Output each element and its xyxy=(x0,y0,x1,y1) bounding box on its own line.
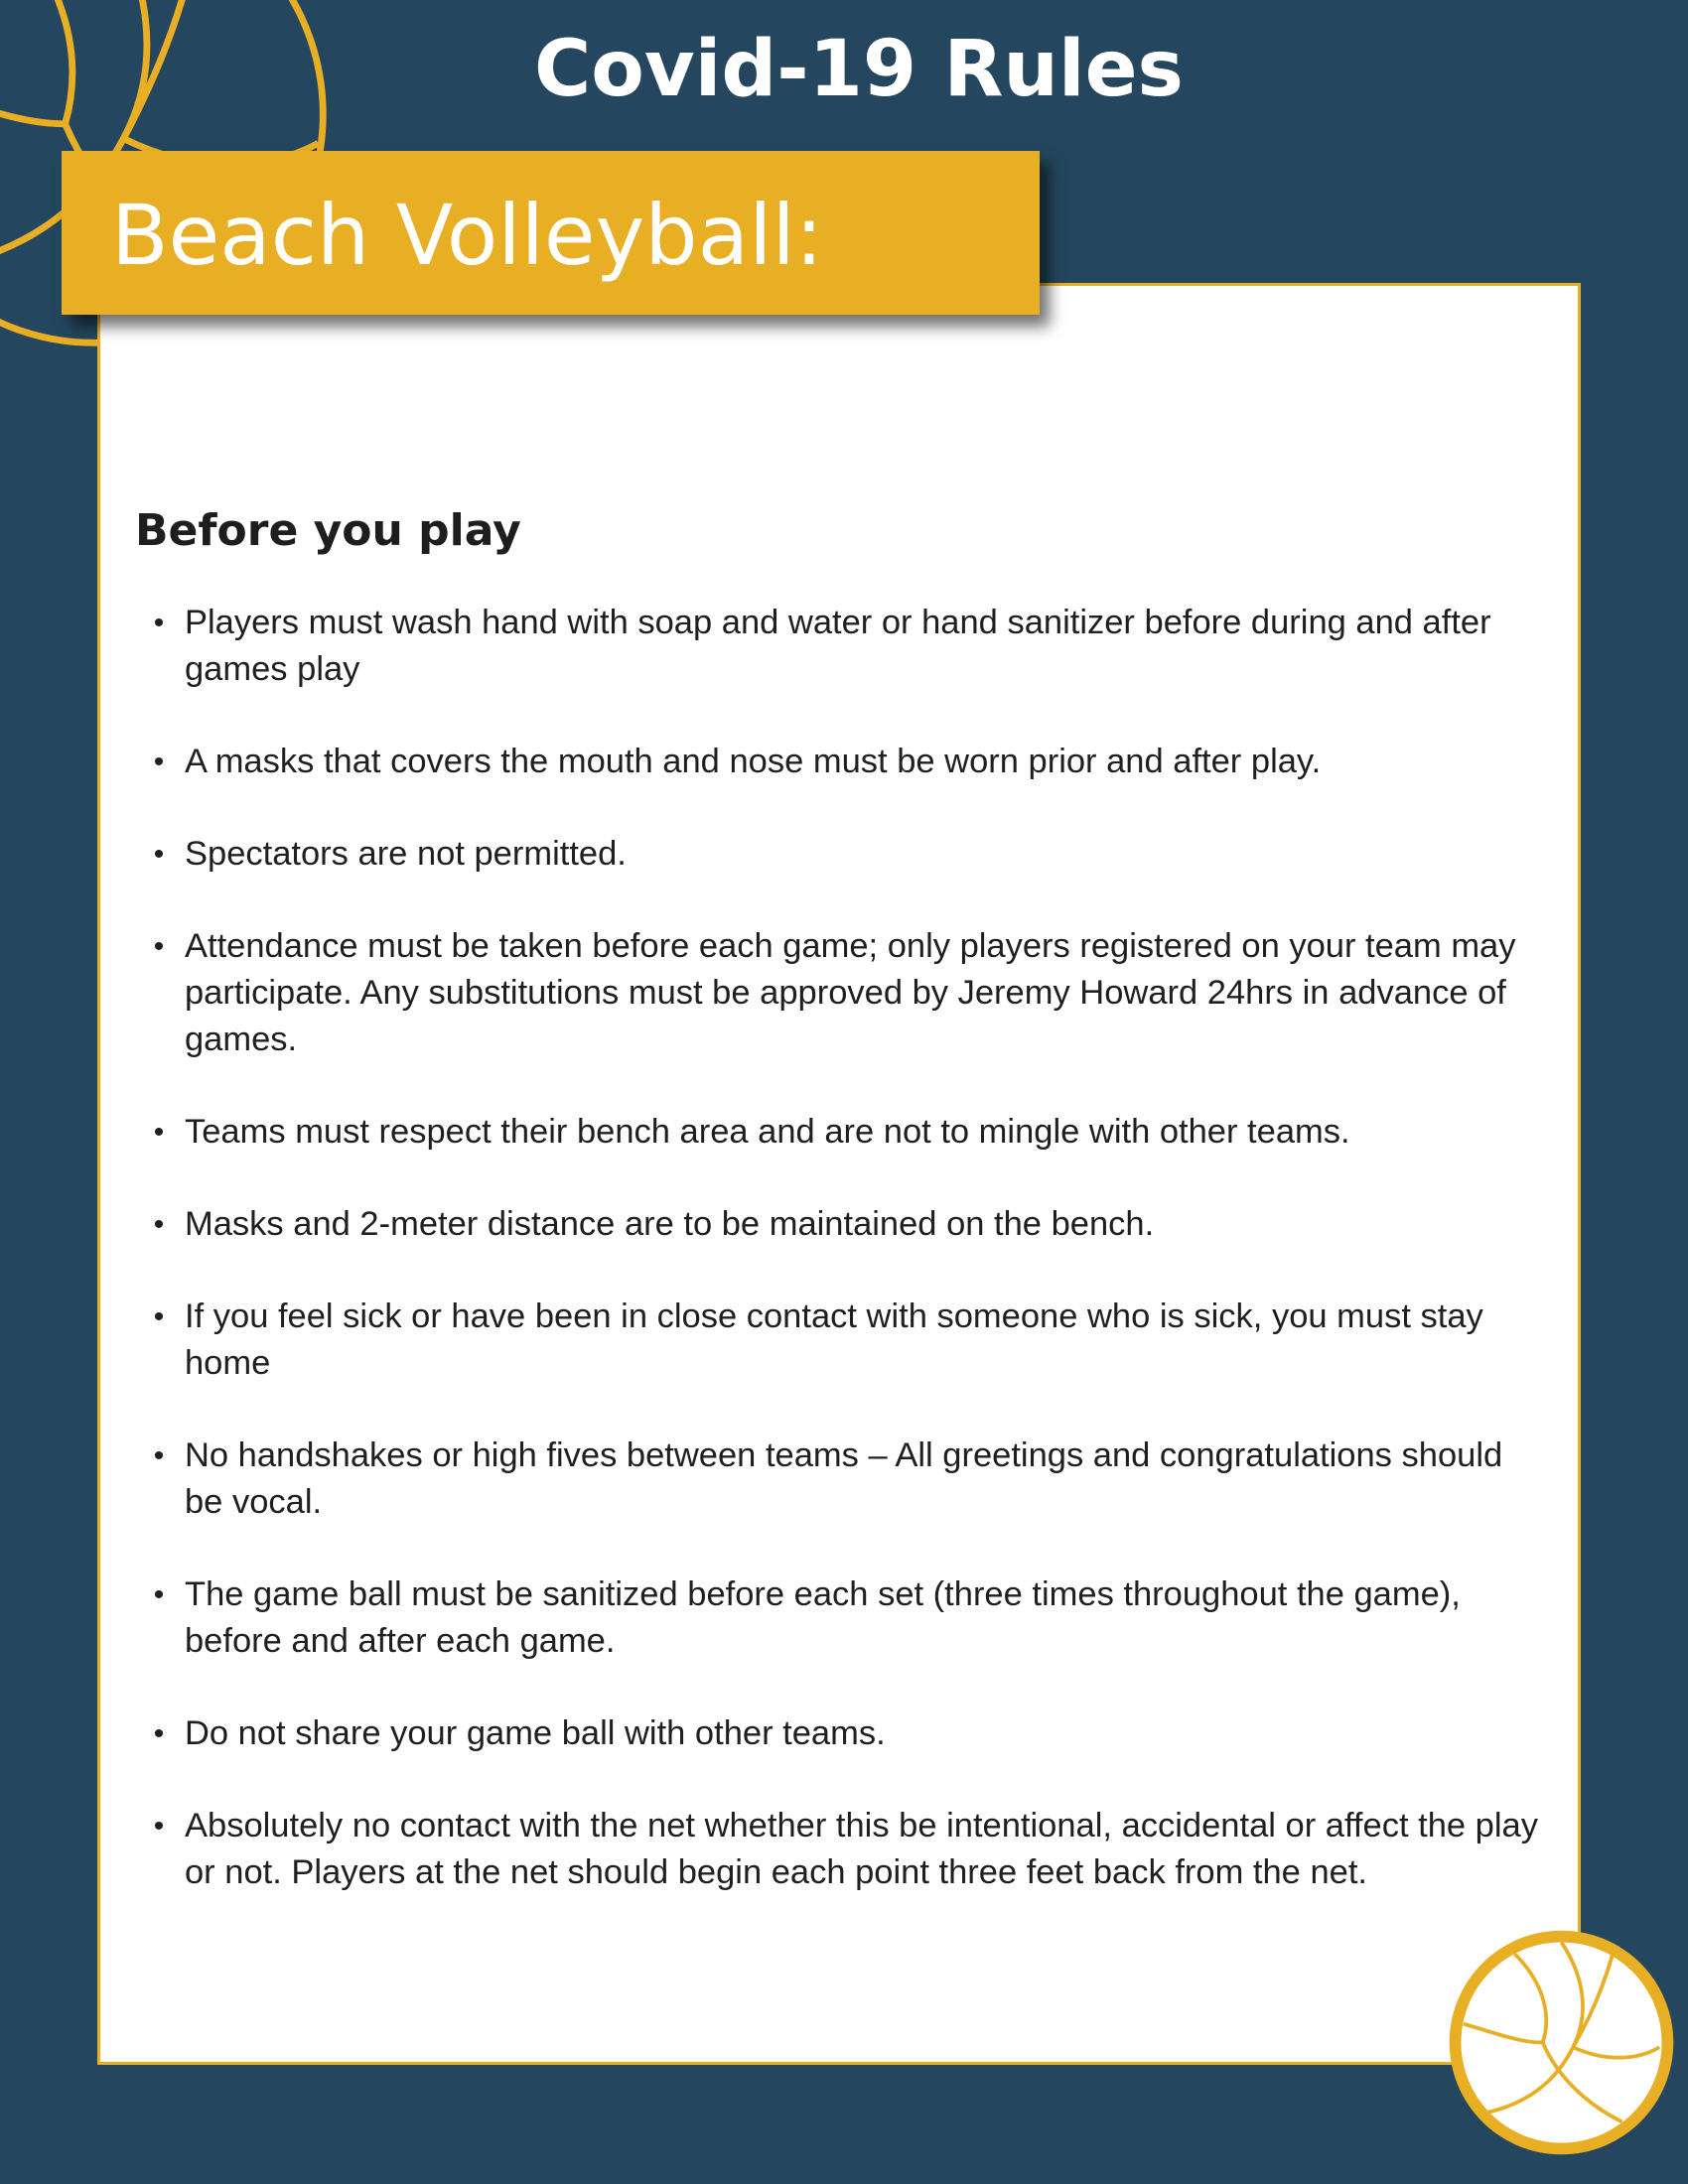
bullet-icon: • xyxy=(153,838,165,871)
rule-item xyxy=(149,1571,1539,1665)
rule-item xyxy=(149,1433,1539,1526)
bullet-icon: • xyxy=(153,1208,165,1241)
bullet-icon: • xyxy=(153,1300,165,1333)
rule-text: Do not share your game ball with other teams. xyxy=(185,1714,886,1752)
rule-item xyxy=(149,831,1539,878)
bullet-icon: • xyxy=(153,1116,165,1149)
bullet-icon: • xyxy=(153,1810,165,1843)
rule-text: No handshakes or high fives between teams – All greetings and congratulations should be vocal. xyxy=(185,1436,1503,1521)
bullet-icon: • xyxy=(153,607,165,639)
volleyball-icon xyxy=(1445,1926,1678,2159)
rule-item xyxy=(149,739,1539,785)
sport-banner xyxy=(62,151,1040,315)
rule-item xyxy=(149,923,1539,1063)
page-title: Covid-19 Rules xyxy=(534,25,1184,114)
rule-text: Masks and 2-meter distance are to be maintained on the bench. xyxy=(185,1205,1155,1243)
rule-text: Players must wash hand with soap and water or hand sanitizer before during and after games play xyxy=(185,604,1491,688)
rule-text: If you feel sick or have been in close contact with someone who is sick, you must stay home xyxy=(185,1297,1483,1382)
rule-text: Attendance must be taken before each game; only players registered on your team may participate. Any substitutions must be approved by Jeremy Howard 24hrs in advance of games. xyxy=(185,927,1516,1058)
rule-text: Absolutely no contact with the net whether this be intentional, accidental or affect the play or not. Players at the net should begin each point three feet back from the net. xyxy=(185,1807,1538,1891)
bullet-icon: • xyxy=(153,1578,165,1611)
rules-list xyxy=(149,600,1539,1942)
rule-item xyxy=(149,1803,1539,1896)
rule-item xyxy=(149,1109,1539,1156)
bullet-icon: • xyxy=(153,1439,165,1472)
rule-item xyxy=(149,1201,1539,1248)
rule-item xyxy=(149,600,1539,693)
rule-text: The game ball must be sanitized before each set (three times throughout the game), before and after each game. xyxy=(185,1575,1461,1660)
bullet-icon: • xyxy=(153,930,165,963)
rule-text: Spectators are not permitted. xyxy=(185,835,627,873)
rule-text: Teams must respect their bench area and are not to mingle with other teams. xyxy=(185,1113,1350,1151)
sport-title: Beach Volleyball: xyxy=(111,187,824,284)
section-heading: Before you play xyxy=(135,505,521,556)
rule-item xyxy=(149,1294,1539,1387)
bullet-icon: • xyxy=(153,746,165,778)
bullet-icon: • xyxy=(153,1717,165,1750)
rule-item xyxy=(149,1710,1539,1757)
rule-text: A masks that covers the mouth and nose must be worn prior and after play. xyxy=(185,743,1322,780)
